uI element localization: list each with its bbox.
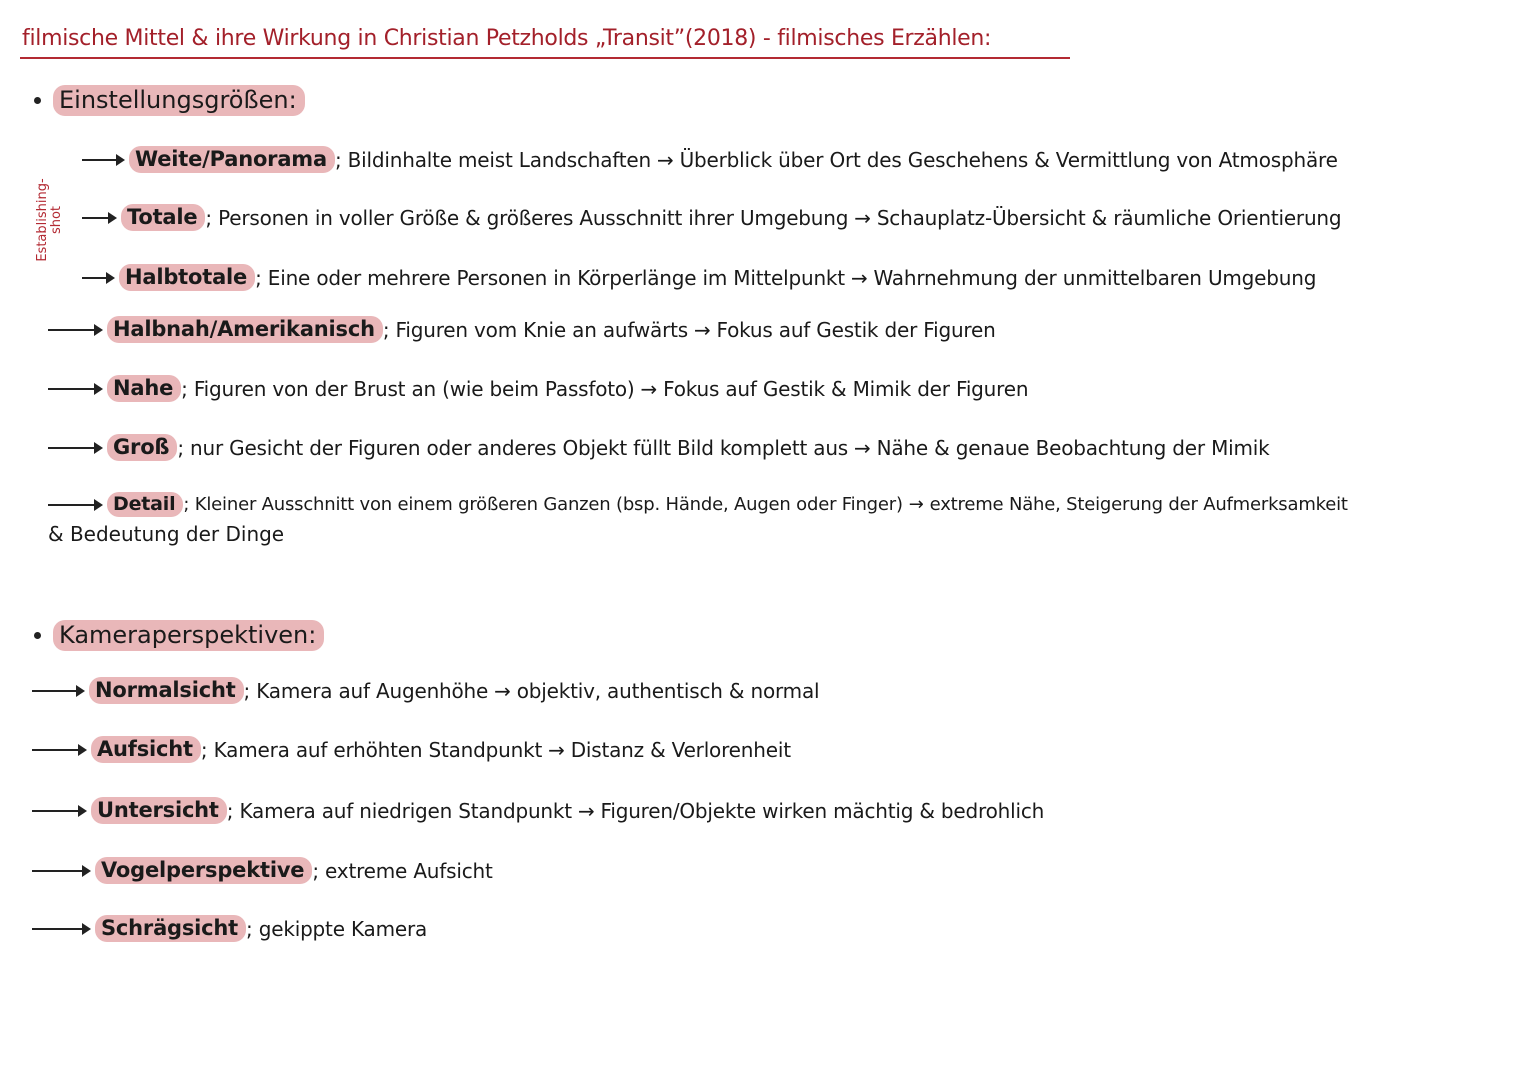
item-arrow: → — [577, 798, 595, 823]
bullet-icon — [34, 632, 41, 639]
list-item — [82, 204, 1341, 231]
item-arrow: → — [548, 737, 565, 762]
item-text: ; Kleiner Ausschnitt von einem größeren Ganzen (bsp. Hände, Augen oder Finger) — [183, 494, 903, 515]
arrow-icon — [32, 805, 87, 817]
item-effect: extreme Nähe, Steigerung der Aufmerksamkeit — [929, 494, 1348, 515]
item-text: ; Personen in voller Größe & größeres Ausschnitt ihrer Umgebung — [205, 205, 849, 230]
item-text: ; nur Gesicht der Figuren oder anderes Objekt füllt Bild komplett aus — [177, 435, 849, 460]
item-arrow: → — [854, 435, 871, 460]
item-term: Nahe — [107, 375, 181, 402]
item-text: ; Figuren vom Knie an aufwärts — [382, 317, 688, 342]
item-arrow: → — [850, 265, 868, 290]
item-effect: Überblick über Ort des Geschehens & Vermittlung von Atmosphäre — [679, 147, 1338, 172]
arrow-icon — [48, 324, 103, 336]
list-item — [82, 146, 1338, 173]
item-effect: Fokus auf Gestik der Figuren — [716, 317, 996, 342]
list-item — [48, 434, 1270, 461]
list-item — [32, 857, 493, 884]
item-effect: objektiv, authentisch & normal — [516, 678, 820, 703]
side-annotation — [36, 155, 64, 285]
item-term: Detail — [107, 492, 183, 517]
item-term: Halbnah/Amerikanisch — [107, 316, 383, 343]
list-item — [82, 264, 1316, 291]
item-term: Schrägsicht — [95, 915, 246, 942]
item-arrow: → — [494, 678, 511, 703]
list-item — [48, 316, 996, 343]
arrow-icon — [32, 865, 91, 877]
item-term: Untersicht — [91, 797, 227, 824]
item-effect: Nähe & genaue Beobachtung der Mimik — [876, 435, 1270, 460]
item-text: ; Kamera auf Augenhöhe — [243, 678, 489, 703]
item-effect: Schauplatz-Übersicht & räumliche Orientierung — [876, 205, 1342, 230]
item-term: Groß — [107, 434, 177, 461]
list-item — [32, 677, 819, 704]
item-effect: Figuren/Objekte wirken mächtig & bedrohlich — [600, 798, 1045, 823]
section-heading-einstellungsgroessen — [34, 85, 305, 116]
item-arrow: → — [908, 494, 924, 515]
item-term: Halbtotale — [119, 264, 255, 291]
arrow-icon — [82, 212, 117, 224]
item-arrow: → — [854, 205, 871, 230]
bullet-icon — [34, 97, 41, 104]
item-term: Totale — [121, 204, 205, 231]
item-text: ; Kamera auf erhöhten Standpunkt — [200, 737, 543, 762]
item-term: Weite/Panorama — [129, 146, 335, 173]
item-text: ; extreme Aufsicht — [312, 858, 493, 883]
arrow-icon — [82, 272, 115, 284]
list-item — [32, 797, 1044, 824]
item-text: ; Bildinhalte meist Landschaften — [334, 147, 652, 172]
item-effect: Distanz & Verlorenheit — [570, 737, 791, 762]
section-heading-label: Einstellungsgrößen: — [53, 85, 305, 116]
arrow-icon — [82, 154, 125, 166]
arrow-icon — [48, 383, 103, 395]
item-text: ; gekippte Kamera — [246, 916, 428, 941]
title-underline — [20, 57, 1070, 59]
item-term: Vogelperspektive — [95, 857, 312, 884]
item-effect: Wahrnehmung der unmittelbaren Umgebung — [873, 265, 1317, 290]
list-item — [48, 492, 1348, 517]
section-heading-kameraperspektiven — [34, 620, 324, 651]
arrow-icon — [48, 442, 103, 454]
arrow-icon — [32, 685, 85, 697]
item-effect: Fokus auf Gestik & Mimik der Figuren — [663, 376, 1029, 401]
list-item — [32, 736, 791, 763]
list-item — [32, 915, 427, 942]
item-continuation: & Bedeutung der Dinge — [48, 522, 285, 546]
side-annotation-line1: Establishing- — [35, 178, 50, 262]
item-arrow: → — [640, 376, 658, 401]
list-item — [48, 375, 1028, 402]
item-term: Aufsicht — [91, 736, 201, 763]
item-text: ; Kamera auf niedrigen Standpunkt — [226, 798, 572, 823]
section-heading-label: Kameraperspektiven: — [53, 620, 324, 651]
arrow-icon — [32, 923, 91, 935]
arrow-icon — [48, 499, 103, 511]
item-arrow: → — [693, 317, 711, 342]
page-title: filmische Mittel & ihre Wirkung in Christian Petzholds „Transit”(2018) - filmisches Erzählen: — [22, 26, 992, 51]
side-annotation-line2: shot — [49, 205, 64, 235]
arrow-icon — [32, 744, 87, 756]
item-text: ; Eine oder mehrere Personen in Körperlänge im Mittelpunkt — [255, 265, 845, 290]
item-term: Normalsicht — [89, 677, 244, 704]
item-arrow: → — [657, 147, 674, 172]
item-text: ; Figuren von der Brust an (wie beim Passfoto) — [181, 376, 635, 401]
